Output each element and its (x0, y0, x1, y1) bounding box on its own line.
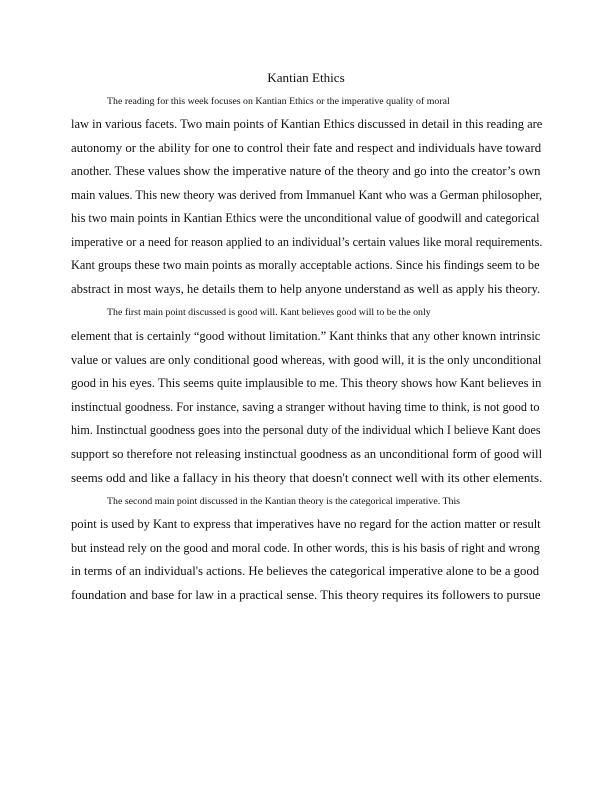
paragraph-2 (71, 301, 541, 489)
text-line: his two main points in Kantian Ethics were the unconditional value of goodwill and categorical (71, 211, 540, 226)
paragraph-3 (71, 490, 541, 608)
text-line: abstract in most ways, he details them to help anyone understand as well as apply his theory. (71, 281, 541, 296)
text-line: another. These values show the imperative nature of the theory and go into the creator’s own (71, 164, 541, 179)
text-line: main values. This new theory was derived from Immanuel Kant who was a German philosopher, (71, 187, 543, 202)
text-line: point is used by Kant to express that imperatives have no regard for the action matter or result (71, 517, 541, 532)
text-line: Kant groups these two main points as morally acceptable actions. Since his findings seem to be (71, 258, 540, 273)
text-line: foundation and base for law in a practical sense. This theory requires its followers to pursue (71, 588, 541, 603)
text-line: support so therefore not releasing instinctual goodness as an unconditional form of good will (71, 446, 543, 461)
document-title: Kantian Ethics (267, 70, 345, 85)
text-line: autonomy or the ability for one to control their fate and respect and individuals have toward (71, 140, 542, 155)
text-line: him. Instinctual goodness goes into the personal duty of the individual which I believe Kant does (71, 423, 541, 438)
text-line: but instead rely on the good and moral code. In other words, this is his basis of right and wrong (71, 540, 540, 555)
text-line: The first main point discussed is good will. Kant believes good will to be the only (107, 307, 431, 319)
text-line: in terms of an individual's actions. He believes the categorical imperative alone to be a good (71, 564, 540, 579)
text-line: instinctual goodness. For instance, saving a stranger without having time to think, is not good to (71, 399, 540, 414)
text-line: seems odd and like a fallacy in his theory that doesn't connect well with its other elements. (71, 470, 543, 486)
text-line: The reading for this week focuses on Kantian Ethics or the imperative quality of moral (107, 95, 450, 107)
text-line: value or values are only conditional good whereas, with good will, it is the only unconditional (71, 352, 542, 367)
text-line: The second main point discussed in the Kantian theory is the categorical imperative. This (107, 495, 461, 507)
document-body (71, 66, 541, 608)
text-line: element that is certainly “good without limitation.” Kant thinks that any other known intrinsic (71, 329, 541, 344)
paragraph-1 (71, 90, 541, 302)
text-line: imperative or a need for reason applied to an individual’s certain values like moral requirements. (71, 234, 543, 249)
text-line: good in his eyes. This seems quite implausible to me. This theory shows how Kant believes in (71, 376, 542, 391)
text-line: law in various facets. Two main points of Kantian Ethics discussed in detail in this reading are (71, 117, 543, 132)
